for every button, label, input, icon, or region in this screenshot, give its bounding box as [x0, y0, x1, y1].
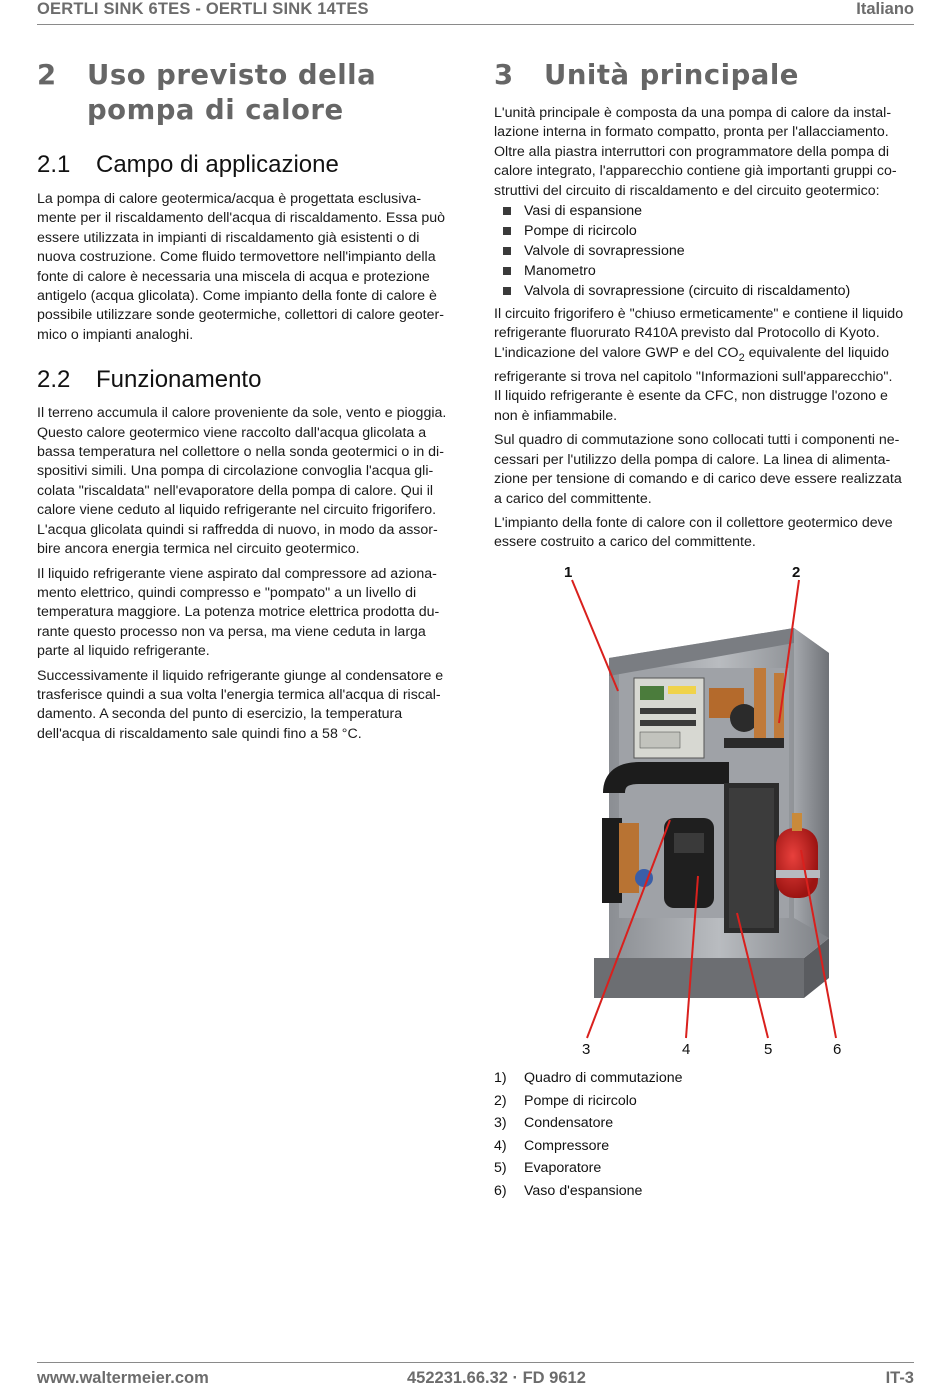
list-item: Manometro — [494, 261, 914, 281]
footer-website: www.waltermeier.com — [37, 1369, 209, 1387]
header-title: OERTLI SINK 6TES - OERTLI SINK 14TES — [37, 0, 369, 18]
callout-label: 2 — [792, 564, 801, 581]
list-item: Vasi di espansione — [494, 201, 914, 221]
subsection-number: 2.2 — [37, 366, 71, 394]
figure-legend — [494, 1067, 683, 1203]
subsection-2-2-heading — [37, 365, 457, 395]
bullet-icon — [503, 227, 511, 235]
section-2-heading — [37, 58, 457, 128]
bullet-icon — [503, 207, 511, 215]
paragraph-funzionamento-1: Il terreno accumula il calore proveniente da sole, vento e pioggia. Questo calore geotermico viene raccolto dall'acqua glicolata a bassa temperatura nel collettore o nella sonda geotermici o in di- spositivi simili. Una pompa di circolazione convoglia l'acqua gli- colata "riscaldata" nell'evaporatore della pompa di calore. Qui il calore viene ceduto al liquido refrigerante nel circuito frigorifero. L'acqua glicolata quindi si raffredda di nuovo, in modo da assor- bire ancora energia termica nel circuito geotermico. — [37, 405, 447, 558]
callout-label: 6 — [833, 1041, 842, 1058]
section-title: Unità principale — [544, 59, 799, 91]
section-number: 3 — [494, 59, 514, 91]
paragraph-campo: La pompa di calore geotermica/acqua è progettata esclusiva- mente per il riscaldamento dell'acqua di riscaldamento. Essa può essere utilizzata in impianti di riscaldamento già esistenti o di nuova costruzione. Come fluido termovettore nell'impianto della fonte di calore è necessaria una miscela di acqua e protezione antigelo (acqua glicolata). Come impianto della fonte di calore è possibile utilizzare sonde geotermiche, collettori di calore geoter- mico o impianti analoghi. — [37, 191, 446, 343]
legend-item: 5) Evaporatore — [494, 1160, 602, 1177]
paragraph-circuito: Il circuito frigorifero è "chiuso ermeticamente" e contiene il liquido refrigerante fluorurato R410A previsto dal Protocollo di Kyoto. L'indicazione del valore GWP e del $CO_2$ equivalente del liquido refrigerante si trova nel capitolo "Informazioni sull'apparecchio". Il liquido refrigerante è esente da CFC, non distrugge l'ozono e non è infiammabile. — [494, 306, 904, 424]
paragraph-quadro: Sul quadro di commutazione sono collocati tutti i componenti ne- cessari per l'utilizzo della pompa di calore. La linea di alimenta- zione per tensione di comando e di carico deve essere realizzata a carico del committente. — [494, 432, 902, 507]
callout-label: 3 — [582, 1041, 591, 1058]
list-item: Valvola di sovrapressione (circuito di riscaldamento) — [494, 281, 914, 301]
left-column — [37, 58, 457, 744]
list-item: Pompe di ricircolo — [494, 221, 914, 241]
bullet-icon — [503, 287, 511, 295]
component-bullet-list — [494, 201, 914, 301]
footer-doc-code: 452231.66.32 · FD 9612 — [407, 1369, 586, 1387]
footer-page-number: IT-3 — [885, 1369, 914, 1387]
paragraph-funzionamento-2: Il liquido refrigerante viene aspirato dal compressore ad aziona- mento elettrico, quindi compresso e "pompato" a un livello di temperatura maggiore. La potenza motrice elettrica prodotta du- rante questo processo non va persa, ma viene ceduta in larga parte al liquido refrigerante. — [37, 565, 440, 660]
list-item: Valvole di sovrapressione — [494, 241, 914, 261]
subsection-number: 2.1 — [37, 151, 71, 178]
paragraph-intro: L'unità principale è composta da una pompa di calore da instal- lazione interna in formato compatto, pronta per l'allacciamento. Oltre alla piastra interruttori con programmatore della pompa di calore integrato, l'apparecchio contiene già importanti gruppi co- struttivi del circuito di riscaldamento e del circuito geotermico: — [494, 105, 897, 199]
page-header — [37, 0, 914, 25]
paragraph-funzionamento-3: Successivamente il liquido refrigerante giunge al condensatore e trasferisce quindi a sua volta l'energia termica all'acqua di riscal- damento. A seconda del punto di esercizio, la temperatura dell'acqua di riscaldamento sale quindi fino a 58 °C. — [37, 667, 444, 742]
header-language: Italiano — [856, 0, 914, 18]
section-number: 2 — [37, 59, 57, 91]
paragraph-fonte: L'impianto della fonte di calore con il collettore geotermico deve essere costruito a carico del committente. — [494, 514, 893, 551]
legend-item: 2) Pompe di ricircolo — [494, 1092, 637, 1109]
subsection-title: Campo di applicazione — [96, 151, 339, 178]
section-title-line2: pompa di calore — [87, 94, 344, 126]
legend-item: 3) Condensatore — [494, 1115, 614, 1132]
legend-item: 4) Compressore — [494, 1137, 610, 1154]
section-3-heading — [494, 58, 914, 93]
subsection-title: Funzionamento — [96, 366, 262, 394]
right-column — [494, 58, 914, 553]
section-title-line1: Uso previsto della — [87, 59, 377, 91]
legend-item: 6) Vaso d'espansione — [494, 1182, 643, 1199]
legend-item: 1) Quadro di commutazione — [494, 1070, 683, 1086]
heat-pump-illustration — [494, 558, 914, 1063]
callout-label: 1 — [564, 564, 573, 581]
callout-label: 5 — [764, 1041, 773, 1058]
subsection-2-1-heading — [37, 150, 457, 180]
page-footer — [37, 1362, 914, 1388]
heat-pump-figure — [494, 558, 914, 1063]
callout-label: 4 — [682, 1041, 691, 1058]
bullet-icon — [503, 267, 511, 275]
bullet-icon — [503, 247, 511, 255]
